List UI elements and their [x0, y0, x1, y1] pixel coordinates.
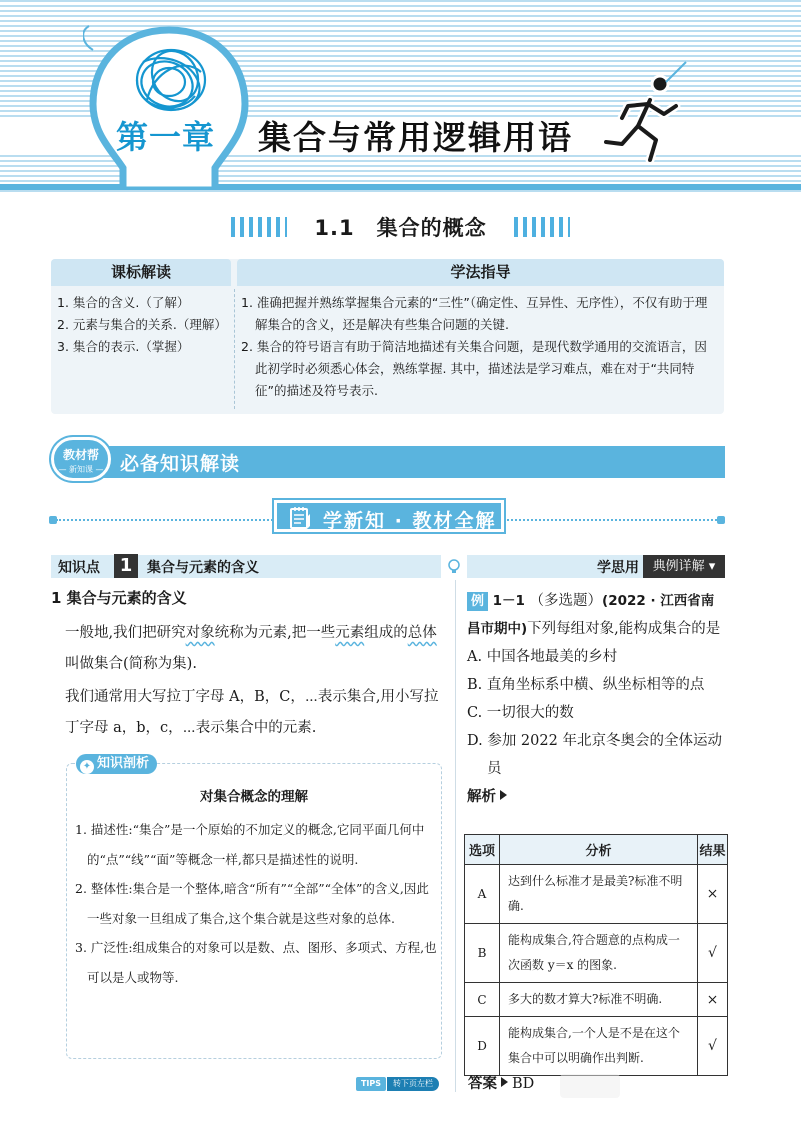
guide-divider [234, 289, 235, 409]
small-bulb-icon [446, 558, 462, 574]
analysis-tag: ✦ 知识剖析 [76, 754, 157, 774]
definition-paragraph: 一般地,我们把研究对象统称为元素,把一些元素组成的总体叫做集合(简称为集). [65, 625, 437, 672]
option-b: B. 直角坐标系中横、纵坐标相等的点 [467, 677, 705, 693]
list-item: 1. 准确把握并熟练掌握集合元素的“三性”（确定性、互异性、无序性），不仅有助于理解集合的含义，还是解决有些集合问题的关键. [241, 295, 708, 332]
right-column [467, 587, 725, 806]
answer-label: 答案 [468, 1076, 497, 1092]
textbook-badge [51, 437, 111, 481]
solution-table [464, 834, 728, 1076]
list-item: 2. 元素与集合的关系.（理解） [57, 317, 227, 332]
kp-label: 知识点 [58, 560, 100, 576]
analysis-title: 对集合概念的理解 [200, 789, 308, 805]
list-item: 3. 广泛性:组成集合的对象可以是数、点、图形、多项式、方程,也可以是人或物等. [75, 940, 437, 985]
guide-right-head: 学法指导 [237, 259, 724, 286]
must-know-bar [98, 446, 725, 478]
study-use-tag: 典例详解 ▾ [643, 555, 725, 578]
left-heading: 1 集合与元素的含义 [51, 589, 187, 607]
example-question [467, 587, 725, 643]
analysis-list [75, 815, 439, 992]
knowledge-point-header [51, 555, 441, 578]
list-item: 1. 描述性:“集合”是一个原始的不加定义的概念,它同平面几何中的“点”“线”“面”等概念一样,都只是描述性的说明. [75, 822, 425, 867]
table-row: A 达到什么标准才是最美?标准不明确. × [465, 865, 728, 924]
learn-new-title: 学新知 · 教材全解 [323, 510, 497, 532]
study-use-label: 学思用 [597, 560, 639, 576]
kp-number: 1 [114, 554, 138, 578]
triangle-right-icon [500, 790, 507, 800]
solution-label: 解析 [467, 785, 725, 806]
triangle-right-icon [501, 1077, 508, 1087]
lightbulb-icon [83, 22, 255, 190]
header-option: 选项 [465, 835, 500, 865]
guide-left-head: 课标解读 [51, 259, 231, 286]
learn-new-ribbon [272, 498, 506, 534]
guide-table [51, 259, 724, 414]
title-bars-right [514, 217, 570, 237]
notepad-icon [289, 506, 311, 530]
kp-title: 集合与元素的含义 [147, 560, 259, 576]
chapter-number: 第一章 [116, 118, 216, 156]
list-item: 3. 集合的表示.（掌握） [57, 339, 190, 354]
plug-left-icon [48, 513, 58, 527]
table-row: D 能构成集合,一个人是不是在这个集合中可以明确作出判断. √ [465, 1017, 728, 1076]
section-title [0, 212, 801, 242]
list-item: 1. 集合的含义.（了解） [57, 295, 190, 310]
example-type: （多选题） [529, 593, 603, 609]
option-d: D. 参加 2022 年北京冬奥会的全体运动员 [467, 733, 722, 777]
badge-top: 教材帮 [62, 448, 99, 462]
left-column [51, 587, 445, 744]
list-item: 2. 整体性:集合是一个整体,暗含“所有”“全部”“全体”的含义,因此一些对象一旦组成了集合,这个集合就是这些对象的总体. [75, 881, 429, 926]
title-bars-left [231, 217, 287, 237]
header-analysis: 分析 [500, 835, 698, 865]
list-item: 2. 集合的符号语言有助于简洁地描述有关集合问题，是现代数学通用的交流语言，因此初学时必须悉心体会，熟练掌握. 其中，描述法是学习难点，难在对于“共同特征”的描述及符号表示. [241, 339, 707, 398]
badge-bottom: — 新知课 — [58, 465, 104, 474]
answer-value: BD [512, 1076, 535, 1092]
example-source: (2022 · 江西省南昌市期中) [467, 593, 715, 637]
must-know-title: 必备知识解读 [120, 453, 241, 475]
plug-right-icon [716, 513, 726, 527]
column-separator [455, 580, 456, 1092]
option-c: C. 一切很大的数 [467, 705, 574, 721]
runner-icon [600, 60, 690, 170]
example-number: 1－1 [492, 593, 525, 609]
example-tag: 例 [467, 592, 488, 611]
guide-left-list [57, 292, 231, 358]
question-text: 下列每组对象,能构成集合的是 [527, 621, 721, 637]
bulb-icon: ✦ [80, 760, 94, 774]
table-row: C 多大的数才算大?标准不明确. × [465, 983, 728, 1017]
section-title-text: 1.1 集合的概念 [314, 216, 487, 240]
study-use-header [467, 555, 725, 578]
tips-continue-badge: TIPS 转下页左栏 [356, 1077, 442, 1091]
guide-right-list [241, 292, 719, 402]
chapter-title: 集合与常用逻辑用语 [258, 118, 573, 157]
notation-paragraph: 我们通常用大写拉丁字母 A，B，C，⋯表示集合,用小写拉丁字母 a，b，c，⋯表示集合中的元素. [65, 689, 439, 736]
fade-smudge [560, 1074, 620, 1098]
table-header-row [465, 835, 728, 865]
option-a: A. 中国各地最美的乡村 [467, 649, 618, 665]
table-row: B 能构成集合,符合题意的点构成一次函数 y＝x 的图象. √ [465, 924, 728, 983]
answer-line [468, 1072, 534, 1093]
header-result: 结果 [698, 835, 728, 865]
